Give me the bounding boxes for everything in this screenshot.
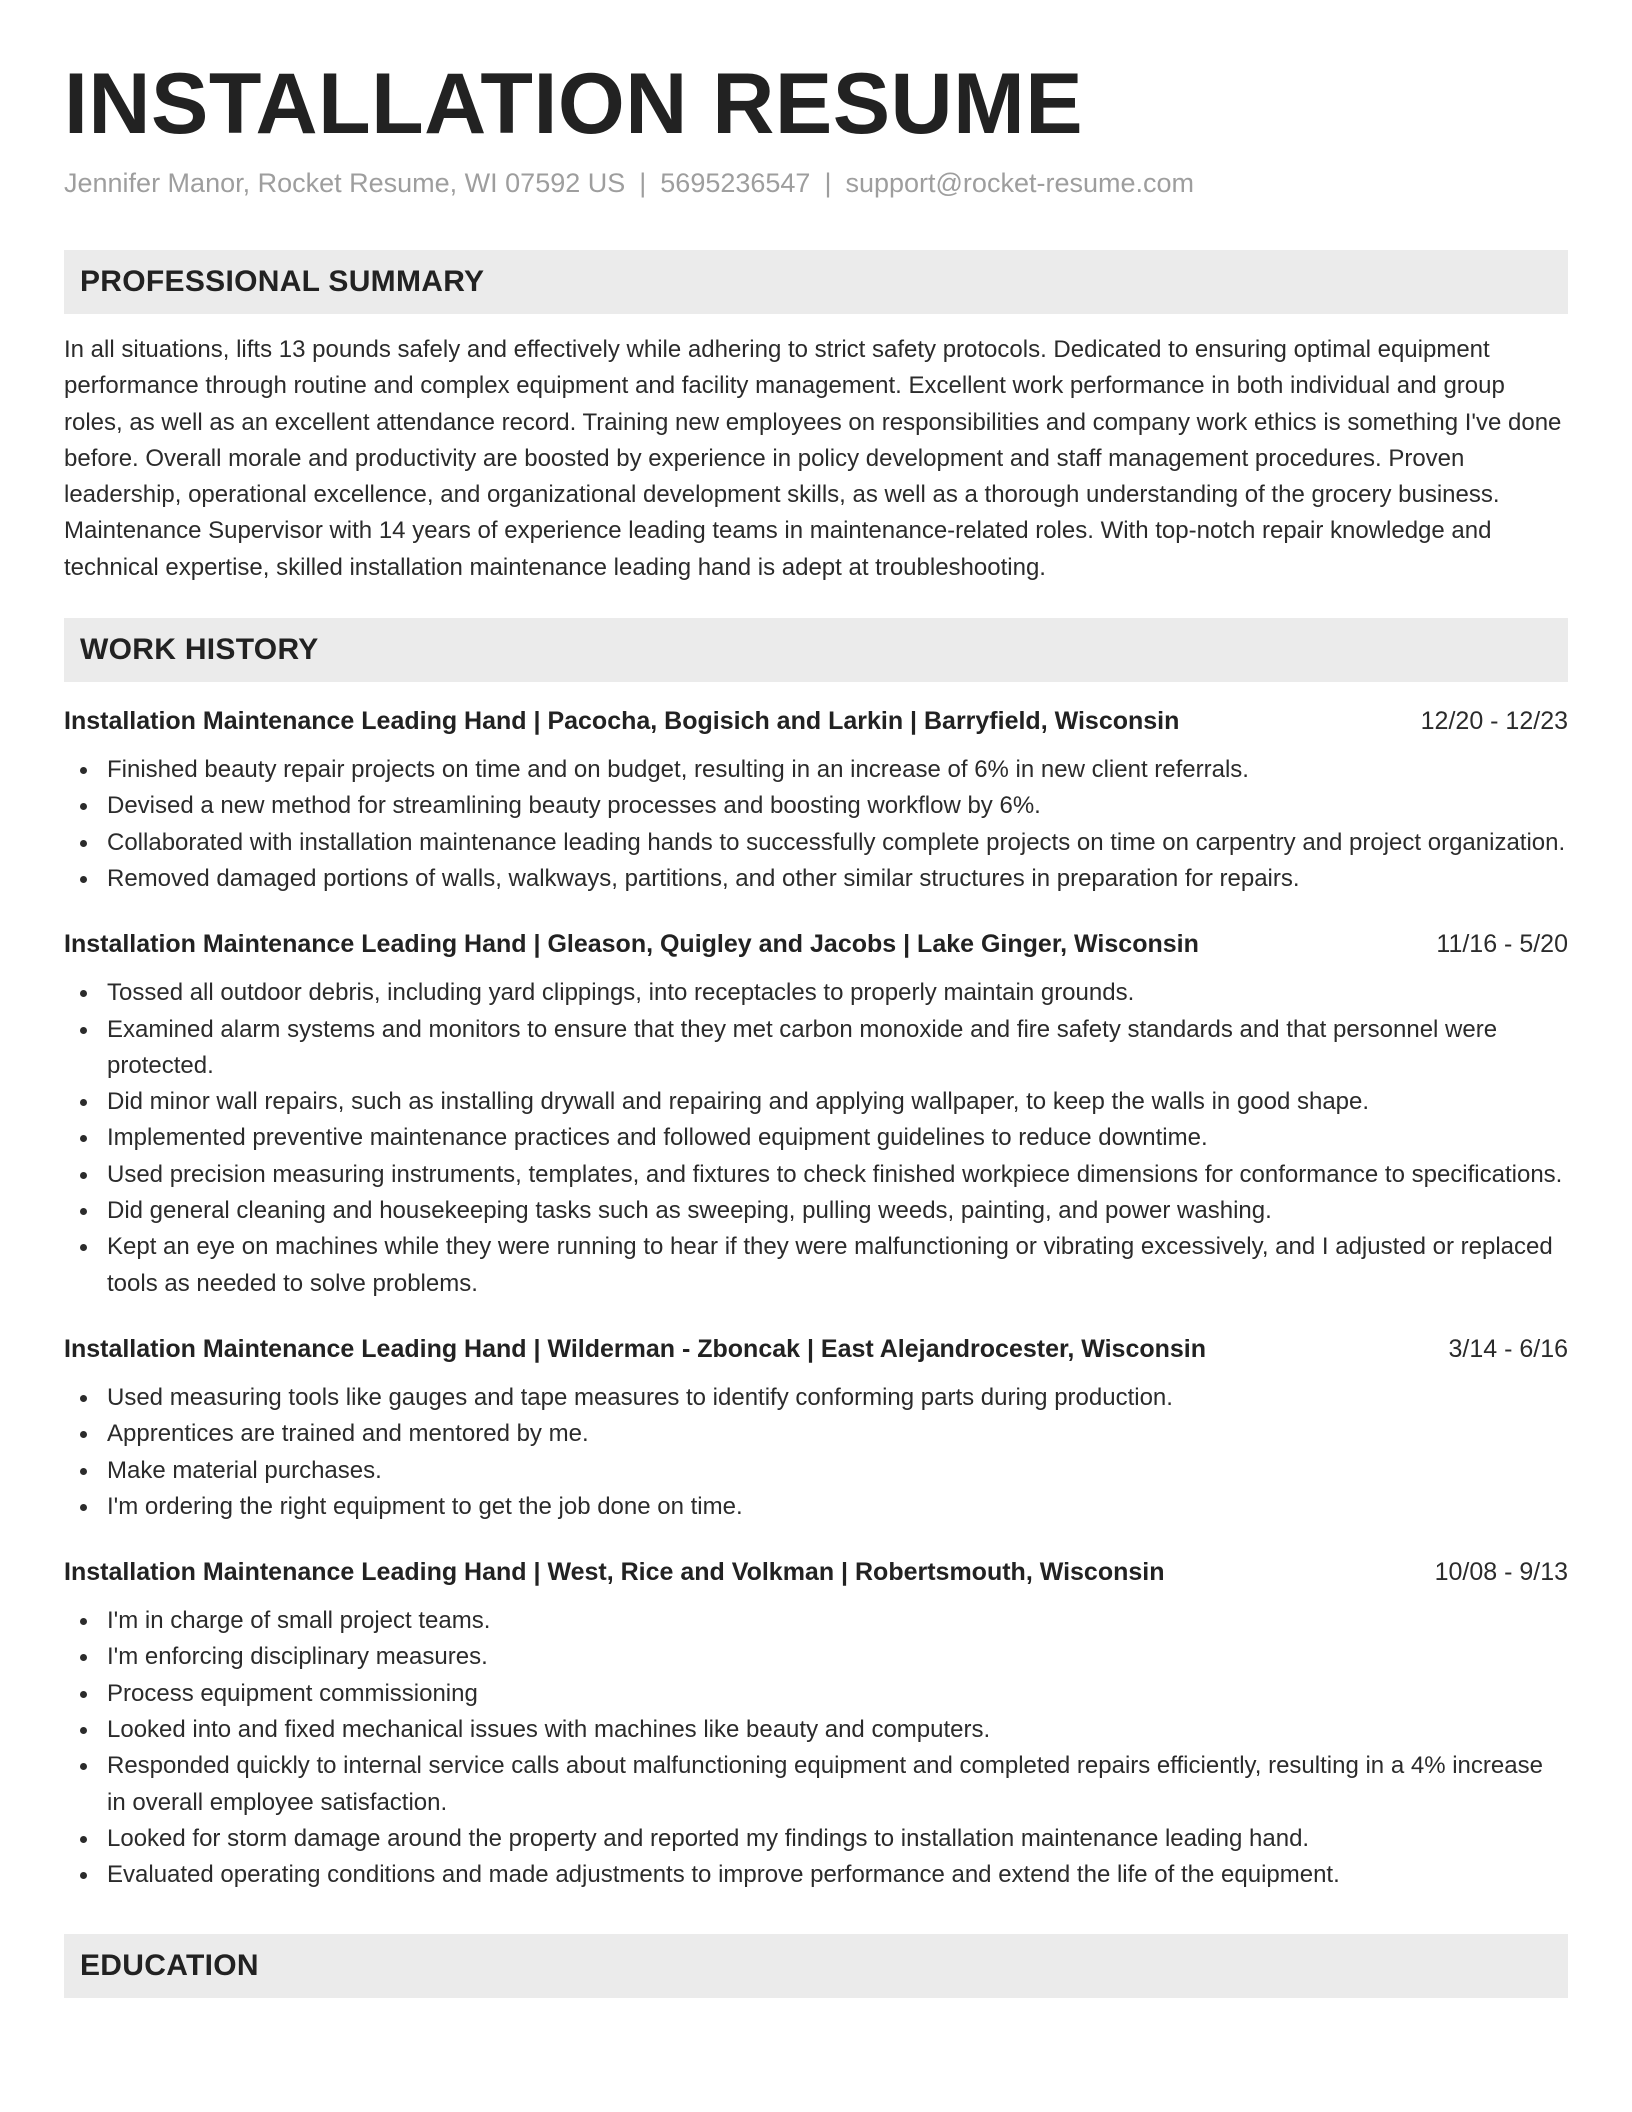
bullet-dot-icon [80, 840, 87, 847]
job-bullet-text: Looked for storm damage around the property and reported my findings to installation maintenance leading hand. [107, 1824, 1310, 1852]
job-bullet [64, 1380, 1568, 1416]
job-bullet [64, 1012, 1568, 1085]
bullet-dot-icon [80, 1431, 87, 1438]
job-bullet-text: Looked into and fixed mechanical issues with machines like beauty and computers. [107, 1716, 991, 1744]
job-bullet-text: I'm ordering the right equipment to get the job done on time. [107, 1492, 743, 1520]
bullet-dot-icon [80, 767, 87, 774]
contact-line [64, 166, 1568, 200]
job-bullet-text: Finished beauty repair projects on time and on budget, resulting in an increase of 6% in new client referrals. [107, 756, 1249, 784]
job-bullet-text: I'm enforcing disciplinary measures. [107, 1643, 488, 1671]
job-bullet-text: Make material purchases. [107, 1456, 382, 1484]
job-bullet [64, 1084, 1568, 1120]
contact-phone: 5695236547 [660, 168, 811, 198]
bullet-dot-icon [80, 1872, 87, 1879]
job-bullet [64, 825, 1568, 861]
work-history-list [64, 704, 1568, 1893]
job-bullet [64, 1821, 1568, 1857]
section-header-professional-summary: PROFESSIONAL SUMMARY [64, 250, 1568, 314]
job-bullet [64, 975, 1568, 1011]
job-dates: 11/16 - 5/20 [1436, 930, 1568, 959]
job-dates: 12/20 - 12/23 [1420, 707, 1568, 736]
bullet-dot-icon [80, 1468, 87, 1475]
job-bullet-text: Responded quickly to internal service calls about malfunctioning equipment and completed repairs efficiently, resulting in a 4% increase in overall employee satisfaction. [107, 1752, 1543, 1816]
section-header-education: EDUCATION [64, 1934, 1568, 1998]
contact-email[interactable]: support@rocket-resume.com [845, 168, 1194, 198]
bullet-dot-icon [80, 1395, 87, 1402]
job-bullet-text: Evaluated operating conditions and made adjustments to improve performance and extend the life of the equipment. [107, 1861, 1340, 1889]
bullet-dot-icon [80, 1027, 87, 1034]
resume-title: INSTALLATION RESUME [64, 56, 1084, 152]
bullet-dot-icon [80, 1135, 87, 1142]
bullet-dot-icon [80, 876, 87, 883]
job-bullet-text: Apprentices are trained and mentored by me. [107, 1420, 589, 1448]
job-bullet [64, 1489, 1568, 1525]
job-bullet-list [64, 975, 1568, 1302]
job-bullet-text: Did minor wall repairs, such as installing drywall and repairing and applying wallpaper, to keep the walls in good shape. [107, 1088, 1370, 1116]
bullet-dot-icon [80, 1172, 87, 1179]
job-dates: 3/14 - 6/16 [1448, 1334, 1568, 1363]
job-header [64, 1555, 1568, 1589]
contact-address: Jennifer Manor, Rocket Resume, WI 07592 US [64, 168, 626, 198]
job-bullet-text: Used measuring tools like gauges and tape measures to identify conforming parts during production. [107, 1383, 1173, 1411]
job-bullet [64, 1639, 1568, 1675]
job-bullet [64, 1193, 1568, 1229]
bullet-dot-icon [80, 1099, 87, 1106]
job-bullet-text: Examined alarm systems and monitors to ensure that they met carbon monoxide and fire safety standards and that personnel were protected. [107, 1015, 1498, 1079]
bullet-dot-icon [80, 1654, 87, 1661]
job-bullet-text: Collaborated with installation maintenance leading hands to successfully complete projects on time on carpentry and project organization. [107, 828, 1566, 856]
job-bullet [64, 1857, 1568, 1893]
job-bullet [64, 1603, 1568, 1639]
job-title: Installation Maintenance Leading Hand | Pacocha, Bogisich and Larkin | Barryfield, Wisconsin [64, 707, 1180, 736]
section-header-work-history: WORK HISTORY [64, 618, 1568, 682]
job-title: Installation Maintenance Leading Hand | Gleason, Quigley and Jacobs | Lake Ginger, Wisconsin [64, 930, 1199, 959]
job-entry [64, 704, 1568, 897]
job-bullet [64, 861, 1568, 897]
job-bullet-list [64, 752, 1568, 897]
job-bullet-list [64, 1380, 1568, 1525]
job-bullet [64, 1453, 1568, 1489]
job-title: Installation Maintenance Leading Hand | West, Rice and Volkman | Robertsmouth, Wisconsin [64, 1558, 1165, 1587]
bullet-dot-icon [80, 1691, 87, 1698]
job-header [64, 1332, 1568, 1366]
job-entry [64, 927, 1568, 1302]
job-bullet-text: Process equipment commissioning [107, 1679, 478, 1707]
bullet-dot-icon [80, 1836, 87, 1843]
job-bullet-text: Removed damaged portions of walls, walkways, partitions, and other similar structures in preparation for repairs. [107, 864, 1300, 892]
bullet-dot-icon [80, 1208, 87, 1215]
job-bullet [64, 1229, 1568, 1302]
job-entry [64, 1332, 1568, 1525]
job-dates: 10/08 - 9/13 [1434, 1558, 1568, 1587]
job-bullet [64, 752, 1568, 788]
bullet-dot-icon [80, 1504, 87, 1511]
job-bullet-text: Devised a new method for streamlining beauty processes and boosting workflow by 6%. [107, 792, 1041, 820]
job-bullet [64, 1676, 1568, 1712]
bullet-dot-icon [80, 1244, 87, 1251]
bullet-dot-icon [80, 803, 87, 810]
professional-summary-text: In all situations, lifts 13 pounds safely and effectively while adhering to strict safety protocols. Dedicated to ensuring optimal equipment performance through routine and complex equipment and facility management. Excellent work performance in both individual and group roles, as well as an excellent attendance record. Training new employees on responsibilities and company work ethics is something I've done before. Overall morale and productivity are boosted by experience in policy development and staff management procedures. Proven leadership, operational excellence, and organizational development skills, as well as a thorough understanding of the grocery business. Maintenance Supervisor with 14 years of experience leading teams in maintenance-related roles. With top-notch repair knowledge and technical expertise, skilled installation maintenance leading hand is adept at troubleshooting. [64, 336, 1562, 581]
job-bullet-text: Kept an eye on machines while they were running to hear if they were malfunctioning or vibrating excessively, and I adjusted or replaced tools as needed to solve problems. [107, 1233, 1553, 1297]
job-bullet [64, 1157, 1568, 1193]
bullet-dot-icon [80, 1727, 87, 1734]
job-bullet-text: Implemented preventive maintenance practices and followed equipment guidelines to reduce downtime. [107, 1124, 1208, 1152]
job-header [64, 704, 1568, 738]
job-bullet [64, 1712, 1568, 1748]
bullet-dot-icon [80, 1618, 87, 1625]
job-bullet [64, 1748, 1568, 1821]
job-title: Installation Maintenance Leading Hand | Wilderman - Zboncak | East Alejandrocester, Wisconsin [64, 1334, 1207, 1363]
job-bullet-text: Tossed all outdoor debris, including yard clippings, into receptacles to properly maintain grounds. [107, 979, 1135, 1007]
job-bullet [64, 1416, 1568, 1452]
contact-separator: | [639, 168, 647, 198]
job-bullet-text: Used precision measuring instruments, templates, and fixtures to check finished workpiece dimensions for conformance to specifications. [107, 1160, 1563, 1188]
job-bullet [64, 1120, 1568, 1156]
bullet-dot-icon [80, 1763, 87, 1770]
job-bullet [64, 788, 1568, 824]
contact-separator: | [824, 168, 832, 198]
job-bullet-text: I'm in charge of small project teams. [107, 1607, 491, 1635]
job-bullet-list [64, 1603, 1568, 1893]
job-entry [64, 1555, 1568, 1893]
job-bullet-text: Did general cleaning and housekeeping tasks such as sweeping, pulling weeds, painting, and power washing. [107, 1197, 1272, 1225]
bullet-dot-icon [80, 990, 87, 997]
job-header [64, 927, 1568, 961]
